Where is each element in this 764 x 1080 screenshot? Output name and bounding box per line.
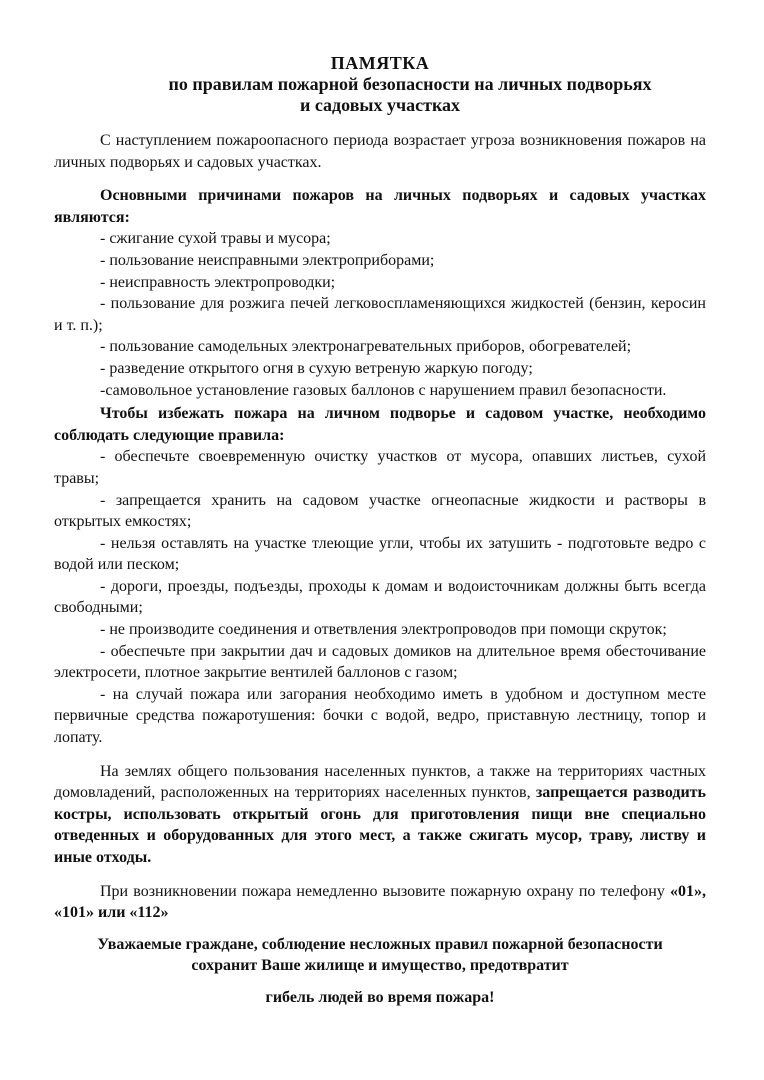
subtitle-line-1: по правилам пожарной безопасности на личных подворьях — [168, 74, 652, 94]
public-land-prohibition: запрещается разводить костры, использовать открытый огонь для приготовления пищи вне специально отведенных и оборудованных для этого мест, а также сжигать мусор, траву, листву и иные отходы. — [54, 784, 706, 866]
rule-item: - запрещается хранить на садовом участке огнеопасные жидкости и растворы в открытых емкостях; — [54, 491, 706, 531]
call-paragraph — [54, 881, 706, 924]
intro-paragraph: С наступлением пожароопасного периода возрастает угроза возникновения пожаров на личных подворьях и садовых участках. — [54, 132, 706, 171]
document-title: ПАМЯТКА — [330, 53, 430, 73]
call-text: При возникновении пожара немедленно вызовите пожарную охрану по телефону — [100, 882, 665, 900]
cause-item: - сжигание сухой травы и мусора; — [100, 230, 331, 248]
closing-line-3: гибель людей во время пожара! — [265, 988, 495, 1006]
rule-item: - обеспечьте своевременную очистку участков от мусора, опавших листьев, сухой травы; — [54, 448, 706, 487]
closing-line-2: сохранит Ваше жилище и имущество, предотвратит — [191, 957, 569, 975]
cause-item: - пользование для розжига печей легковоспламеняющихся жидкостей (бензин, керосин и т. п.); — [54, 295, 706, 334]
rule-item: - не производите соединения и ответвления электропроводов при помощи скруток; — [100, 621, 667, 639]
rule-item: - нельзя оставлять на участке тлеющие угли, чтобы их затушить - подготовьте ведро с водой или песком; — [54, 534, 706, 574]
rule-item: - на случай пожара или загорания необходимо иметь в удобном и доступном месте первичные средства пожаротушения: бочки с водой, ведро, приставную лестницу, топор и лопату. — [54, 685, 706, 747]
cause-item: - разведение открытого огня в сухую ветреную жаркую погоду; — [100, 359, 533, 377]
rules-heading: Чтобы избежать пожара на личном подворье и садовом участке, необходимо соблюдать следующие правила: — [54, 405, 706, 444]
causes-heading: Основными причинами пожаров на личных подворьях и садовых участках являются: — [54, 187, 706, 226]
cause-item: -самовольное установление газовых баллонов с нарушением правил безопасности. — [100, 381, 667, 399]
cause-item: - пользование неисправными электроприборами; — [100, 251, 435, 269]
cause-item: - неисправность электропроводки; — [100, 273, 336, 291]
closing-message — [54, 934, 706, 977]
emergency-numbers: «01», «101» или «112» — [54, 882, 706, 922]
closing-line-1: Уважаемые граждане, соблюдение несложных правил пожарной безопасности — [97, 935, 663, 953]
rule-item: - обеспечьте при закрытии дач и садовых домиков на длительное время обесточивание электросети, плотное закрытие вентилей баллонов с газом; — [54, 642, 706, 682]
rules-list — [54, 446, 706, 748]
causes-list — [54, 228, 706, 401]
public-land-paragraph — [54, 761, 706, 869]
document-subtitle — [54, 74, 706, 116]
rule-item: - дороги, проезды, подъезды, проходы к домам и водоисточникам должны быть всегда свободными; — [54, 577, 706, 617]
cause-item: - пользование самодельных электронагревательных приборов, обогревателей; — [100, 338, 632, 356]
subtitle-line-2: и садовых участках — [299, 95, 461, 115]
public-land-text: На землях общего пользования населенных пунктов, а также на территориях частных домовладений, расположенных на территориях населенных пунктов, — [54, 762, 706, 802]
